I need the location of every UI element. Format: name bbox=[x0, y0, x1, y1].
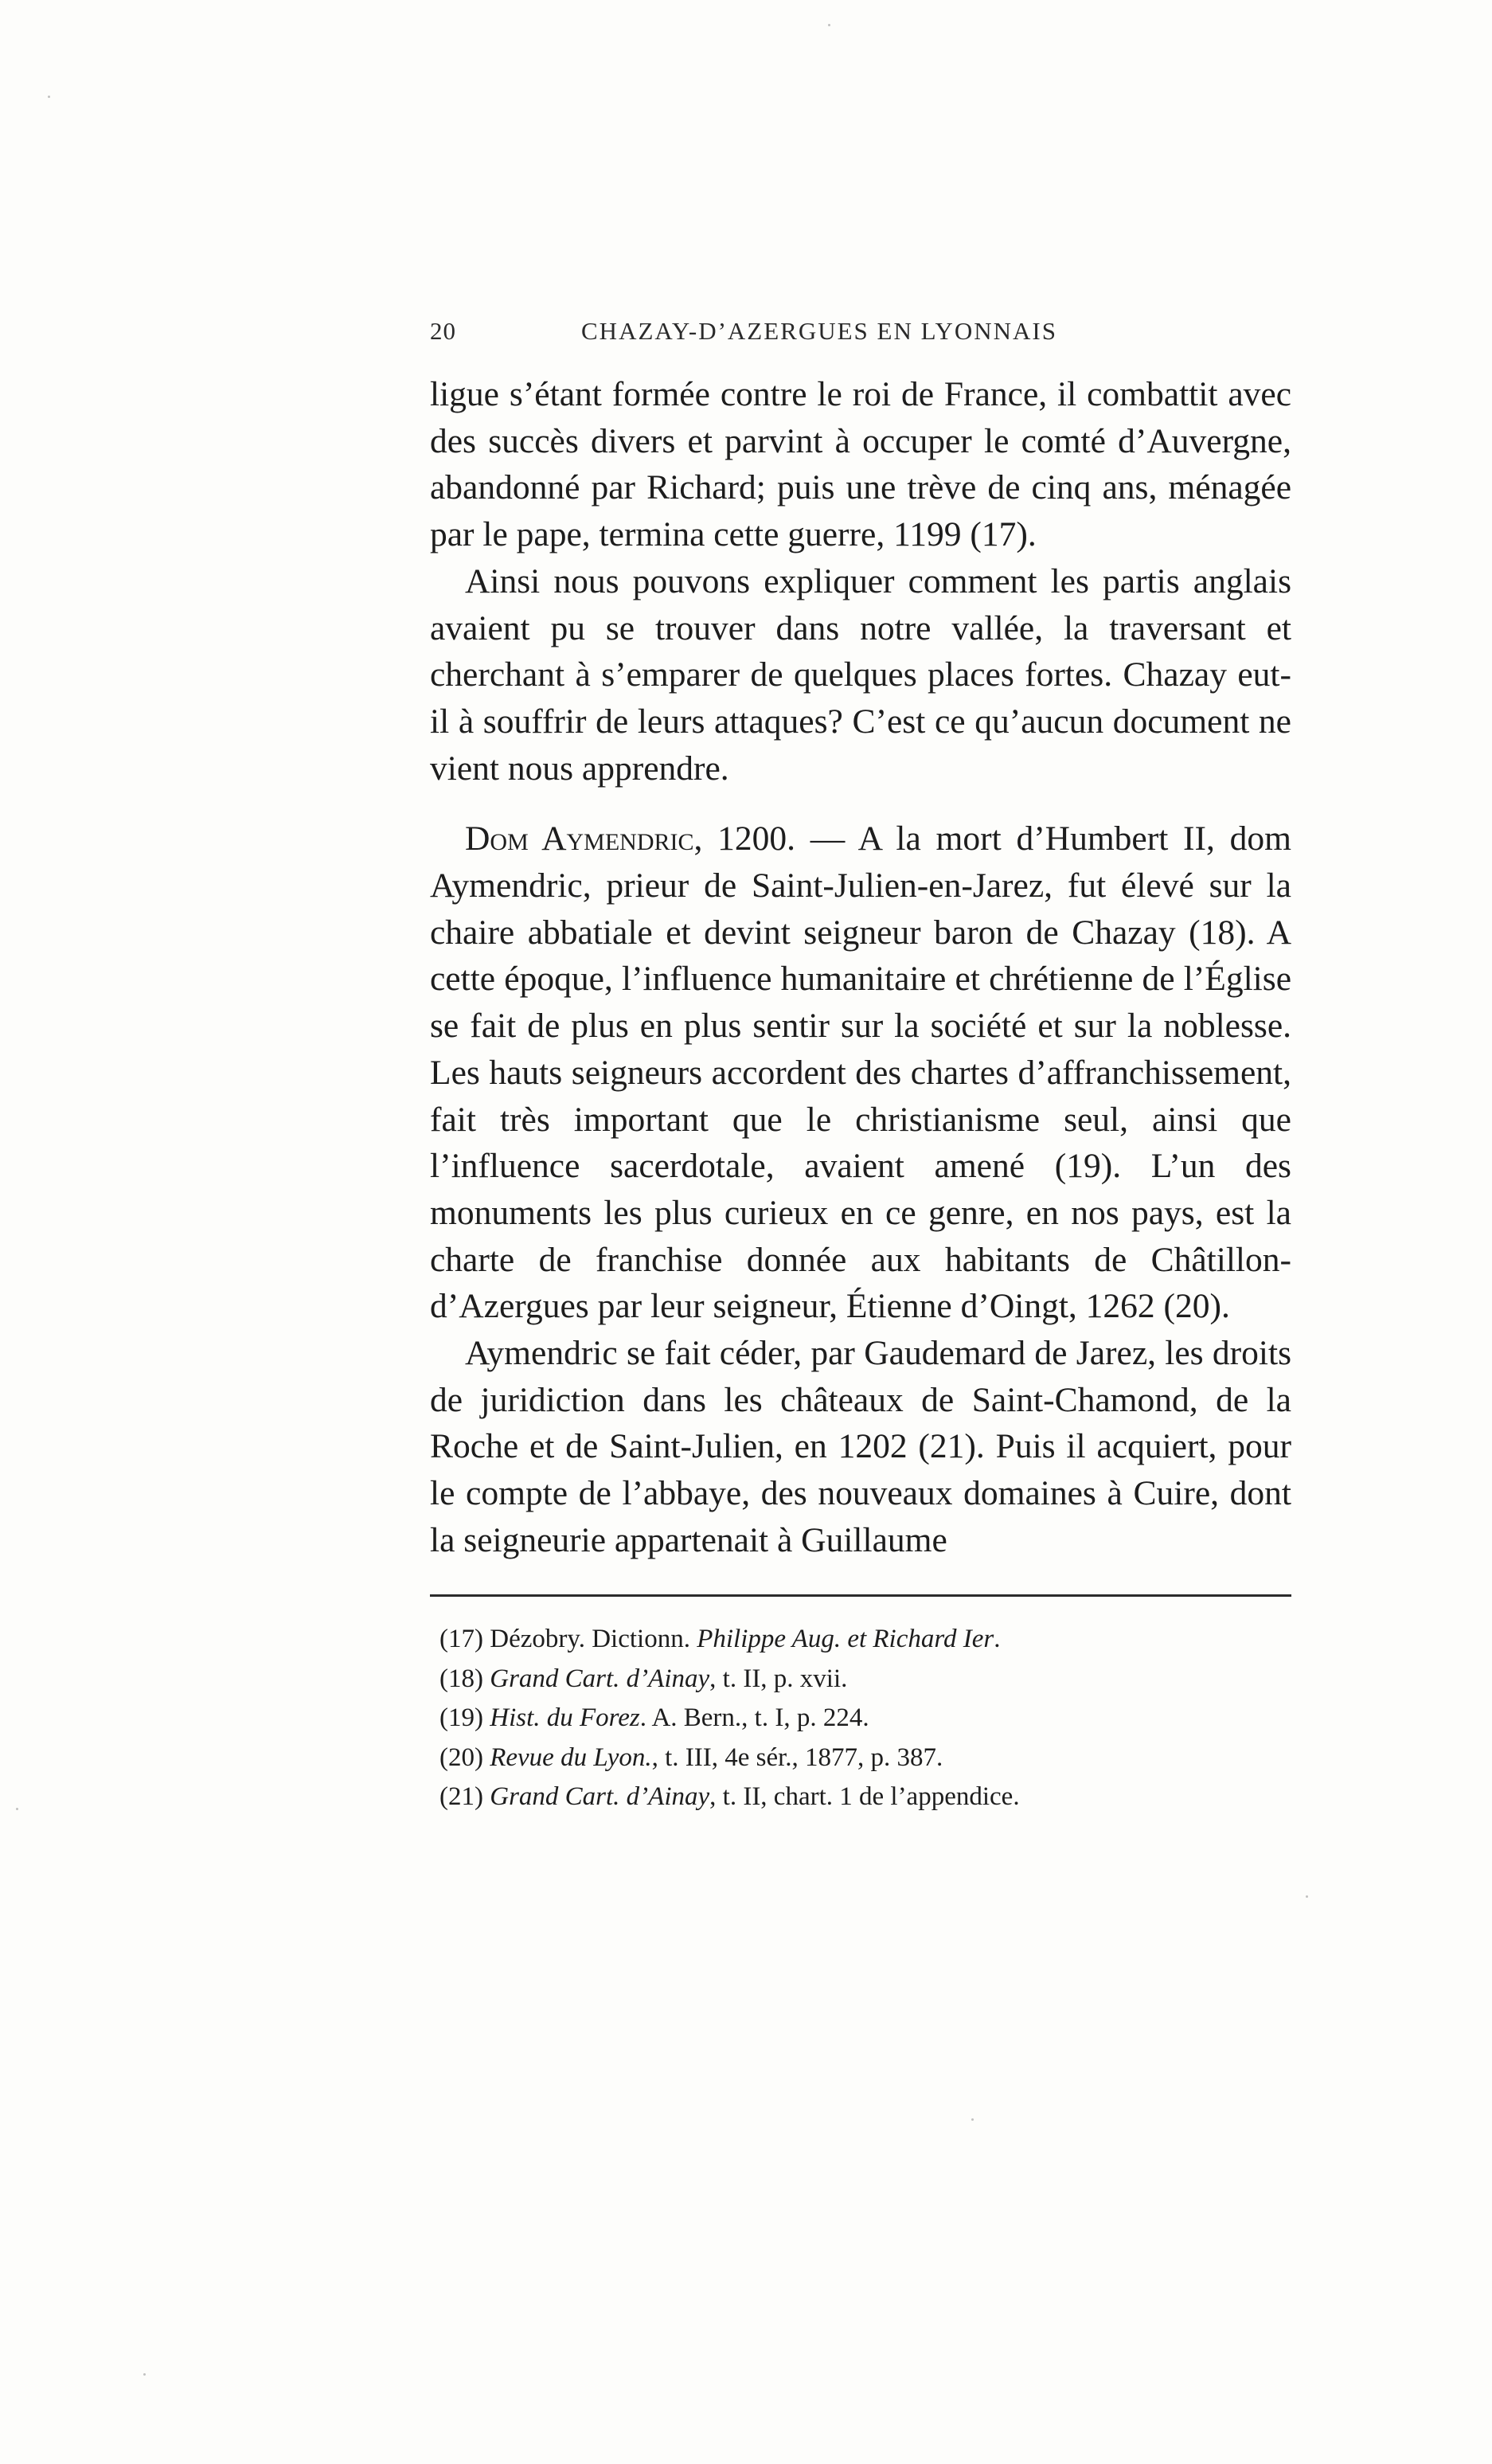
page-header bbox=[430, 317, 1107, 352]
scan-speck bbox=[16, 1808, 18, 1810]
footnotes bbox=[430, 1620, 1291, 1817]
footnote-text: . A. Bern., t. I, p. 224. bbox=[639, 1703, 869, 1732]
footnote-number: (17) bbox=[439, 1625, 483, 1653]
scan-speck bbox=[828, 24, 830, 26]
paragraph: ligue s’étant formée contre le roi de France, il combattit avec des succès divers et parvint à occuper le comté d’Auvergne, abandonné par Richard; puis une trève de cinq ans, ménagée par le pape, termina cette guerre, 1199 (17). bbox=[430, 375, 1291, 554]
footnote-number: (21) bbox=[439, 1782, 483, 1811]
footnote-text: , t. III, 4e sér., 1877, p. 387. bbox=[651, 1742, 943, 1772]
scan-speck bbox=[48, 96, 50, 98]
running-head: CHAZAY-D’AZERGUES EN LYONNAIS bbox=[581, 317, 1057, 345]
paragraph: Ainsi nous pouvons expliquer comment les partis anglais avaient pu se trouver dans notre vallée, la traversant et cherchant à s’emparer de quelques places fortes. Chazay eut-il à souffrir de leurs attaques? C’est ce qu’aucun document ne vient nous apprendre. bbox=[430, 561, 1291, 788]
footnote-text: Dézobry. Dictionn. bbox=[490, 1625, 697, 1653]
scan-speck bbox=[1306, 1895, 1308, 1898]
main-text bbox=[430, 371, 1291, 1564]
footnote bbox=[430, 1620, 1291, 1660]
footnote-title: Revue du Lyon. bbox=[490, 1742, 652, 1772]
footnote bbox=[430, 1738, 1291, 1778]
footnote-number: (18) bbox=[439, 1664, 483, 1693]
footnote-title: Hist. du Forez bbox=[490, 1703, 640, 1732]
footnote-number: (19) bbox=[439, 1703, 483, 1732]
footnote-text: , t. II, p. xvii. bbox=[709, 1664, 848, 1693]
footnote-title: Philippe Aug. et Richard Ier bbox=[697, 1625, 994, 1653]
footnote bbox=[430, 1778, 1291, 1817]
paragraph: Aymendric se fait céder, par Gaudemard de Jarez, les droits de juridiction dans les châteaux de Saint-Chamond, de la Roche et de Saint-Julien, en 1202 (21). Puis il acquiert, pour le compte de l’abbaye, des nouveaux domaines à Cuire, dont la seigneurie appartenait à Guillaume bbox=[430, 1334, 1291, 1559]
footnote-rule bbox=[430, 1594, 1291, 1597]
scan-speck bbox=[143, 2373, 146, 2376]
footnote-title: Grand Cart. d’Ainay bbox=[490, 1782, 710, 1811]
footnote bbox=[430, 1660, 1291, 1699]
page-number: 20 bbox=[430, 317, 456, 345]
section-heading: Dom Aymendric bbox=[465, 819, 694, 858]
footnote-text: , t. II, chart. 1 de l’appendice. bbox=[709, 1782, 1020, 1811]
paragraph-text: , 1200. — A la mort d’Humbert II, dom Aymendric, prieur de Saint-Julien-en-Jarez, fut élevé sur la chaire abbatiale et devint seigneur baron de Chazay (18). A cette époque, l’influence humanitaire et chrétienne de l’Église se fait de plus en plus sentir sur la société et sur la noblesse. Les hauts seigneurs accordent des chartes d’affranchissement, fait très important que le christianisme seul, ainsi que l’influence sacerdotale, avaient amené (19). L’un des monuments les plus curieux en ce genre, en nos pays, est la charte de franchise donnée aux habitants de Châtillon-d’Azergues par leur seigneur, Étienne d’Oingt, 1262 (20). bbox=[430, 819, 1291, 1326]
footnote-title: Grand Cart. d’Ainay bbox=[490, 1664, 710, 1693]
scan-speck bbox=[971, 2118, 974, 2121]
footnote-number: (20) bbox=[439, 1742, 483, 1772]
footnote bbox=[430, 1699, 1291, 1738]
footnote-text: . bbox=[994, 1625, 1001, 1653]
section-paragraph bbox=[430, 815, 1291, 1330]
